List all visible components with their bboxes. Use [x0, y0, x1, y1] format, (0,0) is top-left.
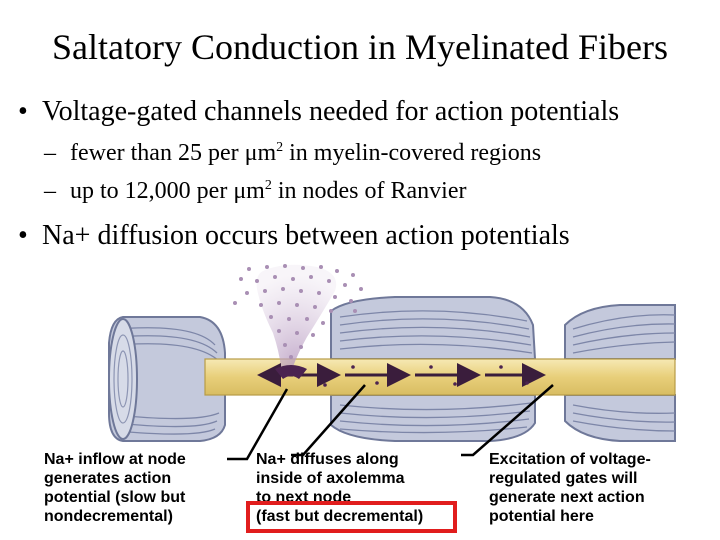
- sub-bullet-2-text: up to 12,000 per: [70, 178, 234, 204]
- sub-bullet-marker: –: [44, 140, 56, 166]
- caption-next-node: Excitation of voltage- regulated gates will generate next action potential here: [489, 451, 651, 525]
- sub-bullet-2-tail: in nodes of Ranvier: [271, 178, 467, 204]
- sub-bullet-2: [44, 176, 466, 206]
- sub-bullet-marker: –: [44, 178, 56, 204]
- unit-micrometer: μm: [244, 140, 277, 166]
- bullet-1-text: Voltage-gated channels needed for action potentials: [42, 96, 620, 127]
- slide-title: Saltatory Conduction in Myelinated Fibers: [52, 27, 668, 67]
- caption-fast-decremental: (fast but decremental): [256, 508, 424, 525]
- unit-exponent: 2: [276, 140, 284, 155]
- caption-diffusion: Na+ diffuses along inside of axolemma to next node: [256, 451, 405, 506]
- sub-bullet-1: [44, 138, 541, 168]
- axon: [205, 359, 675, 395]
- sub-bullet-1-tail: in myelin-covered regions: [283, 140, 542, 166]
- bullet-marker: •: [18, 96, 28, 127]
- caption-node-inflow: Na+ inflow at node generates action potential (slow but nondecremental): [44, 451, 186, 525]
- sub-bullet-1-text: fewer than 25 per: [70, 140, 245, 166]
- bullet-2: [18, 219, 570, 253]
- bullet-2-text: Na+ diffusion occurs between action potentials: [42, 220, 570, 251]
- highlight-box: [246, 501, 457, 533]
- bullet-marker: •: [18, 220, 28, 251]
- unit-exponent: 2: [264, 178, 272, 193]
- unit-micrometer: μm: [233, 178, 265, 204]
- bullet-1: [18, 95, 619, 129]
